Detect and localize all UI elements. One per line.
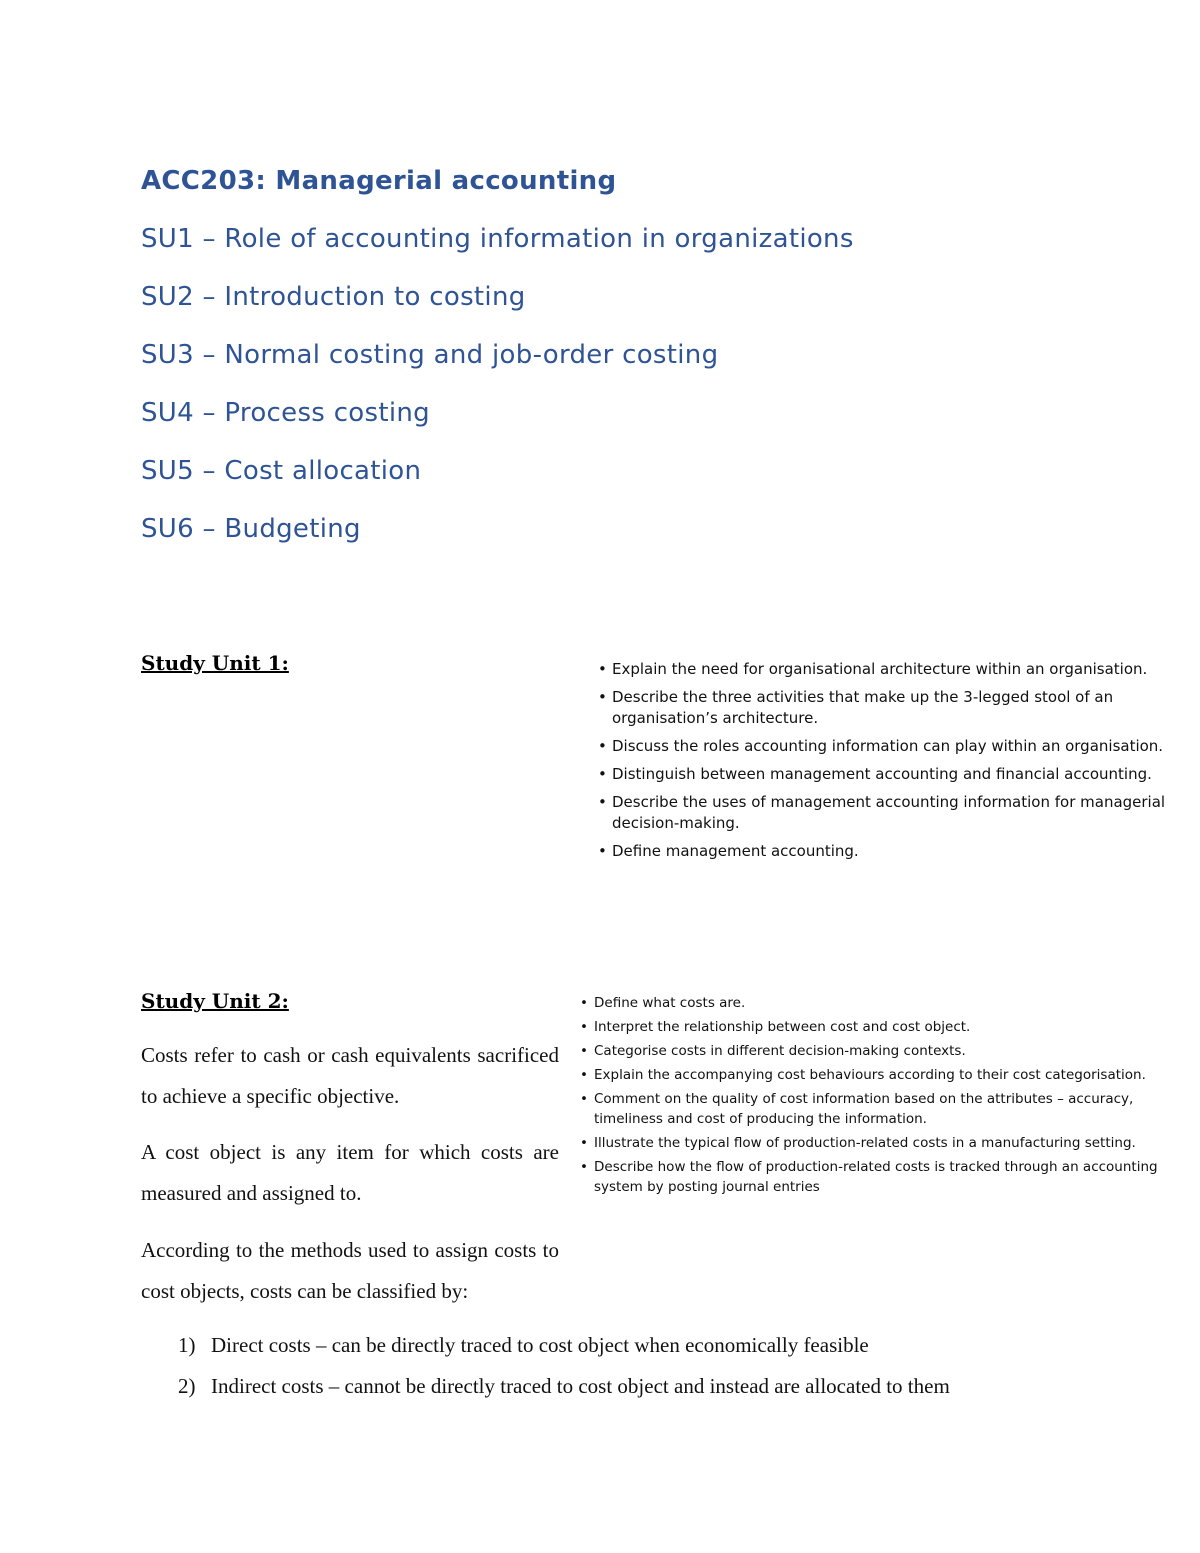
bullet-icon: • — [598, 765, 607, 783]
bullet-icon: • — [580, 1019, 588, 1035]
objective-item — [598, 687, 1194, 729]
bullet-icon: • — [598, 842, 607, 860]
objective-item — [580, 1065, 1196, 1085]
objective-text: Distinguish between management accounting and financial accounting. — [612, 765, 1152, 783]
bullet-icon: • — [580, 1091, 588, 1107]
bullet-icon: • — [598, 660, 607, 678]
objective-text: Comment on the quality of cost information based on the attributes – accuracy, timeliness and cost of producing the information. — [594, 1091, 1134, 1127]
unit-heading-su5: SU5 – Cost allocation — [141, 456, 422, 486]
list-item-text: Indirect costs – cannot be directly traced to cost object and instead are allocated to them — [211, 1374, 950, 1398]
unit-heading-su2: SU2 – Introduction to costing — [141, 282, 526, 312]
objective-text: Define management accounting. — [612, 842, 859, 860]
list-item-text: Direct costs – can be directly traced to cost object when economically feasible — [211, 1333, 869, 1357]
cost-classification-paragraph: According to the methods used to assign costs to cost objects, costs can be classified by: — [141, 1238, 559, 1303]
cost-classification-list — [178, 1325, 950, 1407]
bullet-icon: • — [598, 793, 607, 811]
bullet-icon: • — [580, 1043, 588, 1059]
list-item — [178, 1366, 950, 1407]
list-item — [178, 1325, 950, 1366]
study-unit-1-label: Study Unit 1: — [141, 651, 289, 675]
objective-text: Categorise costs in different decision-making contexts. — [594, 1043, 966, 1059]
unit-heading-su1: SU1 – Role of accounting information in organizations — [141, 224, 854, 254]
unit-heading-su6: SU6 – Budgeting — [141, 514, 361, 544]
bullet-icon: • — [580, 1159, 588, 1175]
bullet-icon: • — [598, 737, 607, 755]
objective-item — [580, 1041, 1196, 1061]
bullet-icon: • — [580, 995, 588, 1011]
bullet-icon: • — [580, 1135, 588, 1151]
list-number: 1) — [178, 1333, 196, 1357]
bullet-icon: • — [598, 688, 607, 706]
study-unit-1-objectives — [598, 659, 1194, 869]
study-unit-2-objectives — [580, 993, 1196, 1201]
objective-text: Describe the uses of management accounting information for managerial decision-making. — [612, 793, 1166, 832]
objective-item — [580, 1017, 1196, 1037]
bullet-icon: • — [580, 1067, 588, 1083]
course-title: ACC203: Managerial accounting — [141, 166, 617, 196]
unit-heading-su3: SU3 – Normal costing and job-order costing — [141, 340, 719, 370]
objective-item — [580, 1133, 1196, 1153]
study-unit-2-label: Study Unit 2: — [141, 989, 289, 1013]
objective-item — [598, 736, 1194, 757]
objective-item — [598, 659, 1194, 680]
objective-item — [598, 792, 1194, 834]
objective-text: Interpret the relationship between cost and cost object. — [594, 1019, 971, 1035]
objective-item — [580, 1157, 1196, 1197]
objective-text: Explain the need for organisational architecture within an organisation. — [612, 660, 1148, 678]
cost-object-paragraph: A cost object is any item for which costs are measured and assigned to. — [141, 1140, 559, 1205]
objective-text: Describe the three activities that make up the 3-legged stool of an organisation’s architecture. — [612, 688, 1114, 727]
objective-text: Describe how the flow of production-related costs is tracked through an accounting system by posting journal entries — [594, 1159, 1158, 1195]
list-number: 2) — [178, 1374, 196, 1398]
unit-heading-su4: SU4 – Process costing — [141, 398, 430, 428]
objective-item — [580, 993, 1196, 1013]
objective-text: Discuss the roles accounting information can play within an organisation. — [612, 737, 1164, 755]
objective-item — [598, 764, 1194, 785]
objective-text: Define what costs are. — [594, 995, 746, 1011]
objective-item — [580, 1089, 1196, 1129]
objective-item — [598, 841, 1194, 862]
costs-definition-paragraph: Costs refer to cash or cash equivalents sacrificed to achieve a specific objective. — [141, 1043, 559, 1108]
objective-text: Illustrate the typical flow of production-related costs in a manufacturing setting. — [594, 1135, 1136, 1151]
objective-text: Explain the accompanying cost behaviours according to their cost categorisation. — [594, 1067, 1146, 1083]
